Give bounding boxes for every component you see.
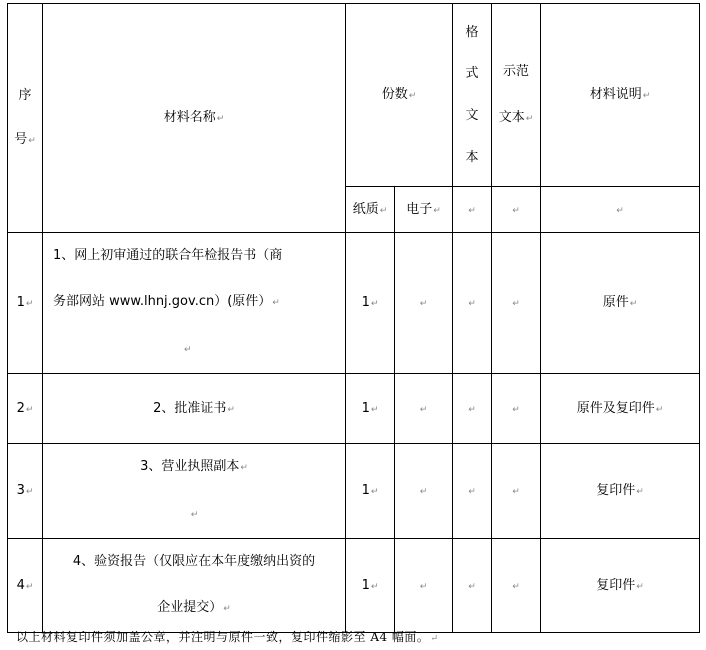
header-copies: 份数↵	[346, 4, 453, 187]
row-seq-value: 1	[16, 295, 25, 311]
header-format-char-3: 文	[465, 108, 479, 123]
header-sample-line1: 示范	[502, 63, 529, 79]
row-notes: 复印件↵	[541, 444, 700, 539]
row-name: 4、验资报告（仅限应在本年度缴纳出资的 企业提交）↵	[43, 539, 346, 633]
header-paper-label: 纸质	[352, 201, 379, 217]
row-paper: 1↵	[346, 374, 395, 444]
row-paper-value: 1	[361, 295, 370, 311]
row-name-line2: 企业提交）	[157, 600, 223, 615]
row-sample: ↵	[492, 539, 541, 633]
header-format-char-1: 格	[465, 24, 479, 40]
row-name-line1: 3、营业执照副本	[140, 459, 240, 474]
row-paper: 1↵	[346, 233, 395, 374]
header-sample-empty: ↵	[492, 187, 541, 233]
row-sample: ↵	[492, 233, 541, 374]
row-paper-value: 1	[361, 400, 370, 416]
header-name-label: 材料名称	[163, 110, 216, 126]
row-seq-value: 3	[16, 483, 25, 499]
row-notes: 原件及复印件↵	[541, 374, 700, 444]
row-paper: 1↵	[346, 539, 395, 633]
materials-table	[7, 3, 700, 633]
row-sample: ↵	[492, 444, 541, 539]
row-notes-value: 复印件	[596, 577, 636, 593]
header-seq-top: 序	[18, 88, 32, 104]
row-name-line1: 1、网上初审通过的联合年检报告书（商	[53, 248, 283, 263]
row-name: 1、网上初审通过的联合年检报告书（商 务部网站 www.lhnj.gov.cn）(原件）↵ ↵	[43, 233, 346, 374]
row-paper-value: 1	[361, 483, 370, 499]
row-notes-value: 原件及复印件	[576, 400, 655, 416]
row-sample: ↵	[492, 374, 541, 444]
header-sample-line2: 文本	[498, 109, 525, 125]
row-electronic: ↵	[395, 539, 453, 633]
header-name: 材料名称↵	[43, 4, 346, 233]
header-paper: 纸质↵	[346, 187, 395, 233]
table-row	[8, 539, 700, 633]
row-notes: 原件↵	[541, 233, 700, 374]
row-electronic: ↵	[395, 444, 453, 539]
row-notes-value: 复印件	[596, 483, 636, 499]
header-copies-label: 份数	[381, 87, 408, 103]
footnote-text: 以上材料复印件须加盖公章，并注明与原件一致，复印件缩影至 A4 幅面。	[16, 630, 430, 644]
row-seq: 3↵	[8, 444, 43, 539]
header-electronic-label: 电子	[406, 201, 433, 217]
footnote: 以上材料复印件须加盖公章，并注明与原件一致，复印件缩影至 A4 幅面。↵	[16, 630, 439, 644]
row-seq: 4↵	[8, 539, 43, 633]
row-paper-value: 1	[361, 577, 370, 593]
row-format: ↵	[453, 233, 492, 374]
row-seq: 2↵	[8, 374, 43, 444]
row-electronic: ↵	[395, 233, 453, 374]
row-name-line1: 2、批准证书	[153, 400, 227, 416]
header-notes: 材料说明↵	[541, 4, 700, 187]
table-row	[8, 233, 700, 374]
row-seq-value: 4	[16, 577, 25, 593]
header-notes-empty: ↵	[541, 187, 700, 233]
header-notes-label: 材料说明	[589, 87, 642, 103]
table-row	[8, 444, 700, 539]
row-format: ↵	[453, 444, 492, 539]
row-name-line2: 务部网站 www.lhnj.gov.cn）(原件）	[53, 294, 272, 309]
row-paper: 1↵	[346, 444, 395, 539]
row-seq: 1↵	[8, 233, 43, 374]
row-notes: 复印件↵	[541, 539, 700, 633]
header-format-char-2: 式	[465, 66, 479, 82]
header-seq: 序 号↵	[8, 4, 43, 233]
row-name: 2、批准证书↵	[43, 374, 346, 444]
header-electronic: 电子↵	[395, 187, 453, 233]
header-format-char-4: 本	[465, 149, 479, 165]
row-notes-value: 原件	[602, 295, 629, 311]
row-electronic: ↵	[395, 374, 453, 444]
header-format-empty: ↵	[453, 187, 492, 233]
header-row-1	[8, 4, 700, 187]
table-row	[8, 374, 700, 444]
header-format	[453, 4, 492, 187]
row-name: 3、营业执照副本↵ ↵	[43, 444, 346, 539]
header-seq-bottom: 号	[14, 132, 28, 147]
row-name-line1: 4、验资报告（仅限应在本年度缴纳出资的	[72, 554, 316, 569]
header-sample: 示范 文本↵	[492, 4, 541, 187]
row-format: ↵	[453, 539, 492, 633]
row-format: ↵	[453, 374, 492, 444]
row-seq-value: 2	[16, 400, 25, 416]
